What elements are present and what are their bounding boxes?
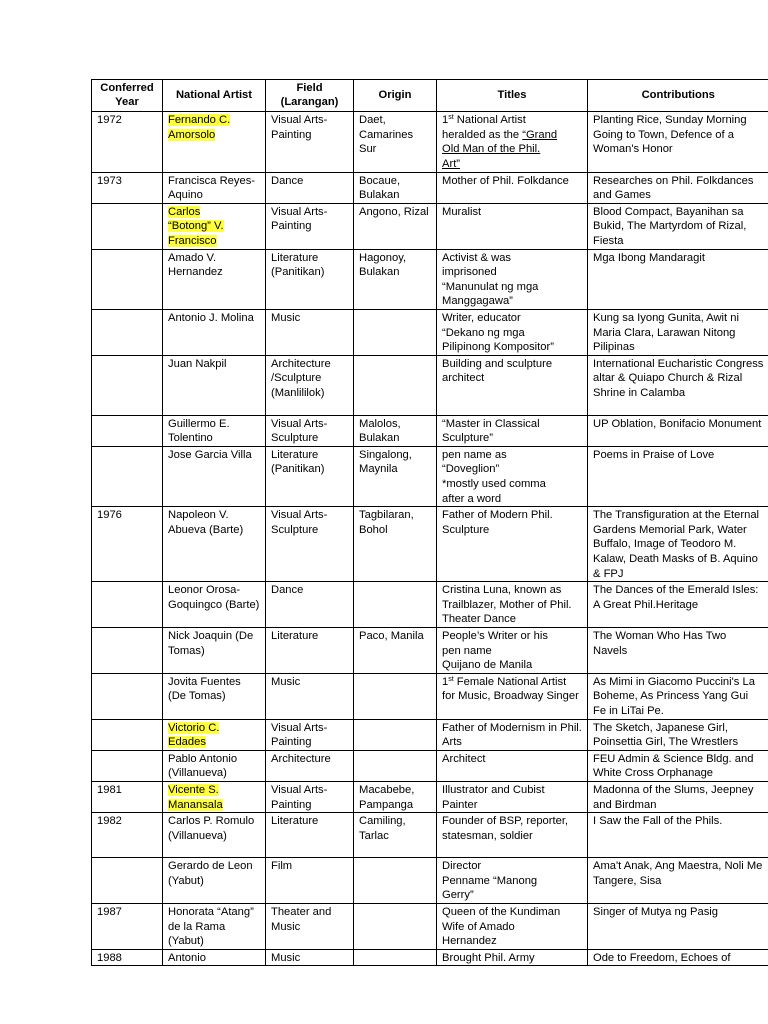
contributions-cell: The Woman Who Has Two Navels <box>588 628 768 674</box>
contributions-cell: International Eucharistic Congress altar & Quiapo Church & Rizal Shrine in Calamba <box>588 355 768 415</box>
table-row <box>92 415 768 446</box>
year-cell: 1973 <box>92 172 163 203</box>
artist-name-cell: Carlos P. Romulo (Villanueva) <box>163 813 266 858</box>
table-row <box>92 719 768 750</box>
artist-name-cell: Guillermo E. Tolentino <box>163 415 266 446</box>
artist-name-cell: Antonio <box>163 949 266 966</box>
table-row <box>92 203 768 249</box>
origin-cell <box>354 355 437 415</box>
field-cell: Music <box>266 673 354 719</box>
titles-cell: 1st Female National Artist for Music, Broadway Singer <box>437 673 588 719</box>
origin-cell: Hagonoy, Bulakan <box>354 249 437 309</box>
year-cell: 1987 <box>92 903 163 949</box>
artist-name-cell: Nick Joaquin (De Tomas) <box>163 628 266 674</box>
year-cell <box>92 446 163 506</box>
artist-name-cell: Pablo Antonio (Villanueva) <box>163 750 266 781</box>
contributions-cell: The Sketch, Japanese Girl, Poinsettia Girl, The Wrestlers <box>588 719 768 750</box>
year-cell <box>92 249 163 309</box>
origin-cell <box>354 903 437 949</box>
field-cell: Dance <box>266 582 354 628</box>
artist-name-cell: Napoleon V. Abueva (Barte) <box>163 507 266 582</box>
contributions-cell: Singer of Mutya ng Pasig <box>588 903 768 949</box>
contributions-cell: Kung sa Iyong Gunita, Awit ni Maria Clara, Larawan Nitong Pilipinas <box>588 309 768 355</box>
contributions-cell: FEU Admin & Science Bldg. and White Cross Orphanage <box>588 750 768 781</box>
field-cell: Film <box>266 858 354 904</box>
field-cell: Music <box>266 949 354 966</box>
origin-cell <box>354 949 437 966</box>
titles-cell: Building and sculpture architect <box>437 355 588 415</box>
artist-name-cell: Carlos “Botong” V. Francisco <box>163 203 266 249</box>
table-row <box>92 309 768 355</box>
origin-cell <box>354 309 437 355</box>
header-titles: Titles <box>437 80 588 112</box>
table-body <box>92 112 768 966</box>
field-cell: Architecture <box>266 750 354 781</box>
year-cell <box>92 673 163 719</box>
field-cell: Visual Arts-Painting <box>266 781 354 812</box>
contributions-cell: The Dances of the Emerald Isles: A Great Phil.Heritage <box>588 582 768 628</box>
contributions-cell: Madonna of the Slums, Jeepney and Birdman <box>588 781 768 812</box>
contributions-cell: Mga Ibong Mandaragit <box>588 249 768 309</box>
artist-name-cell: Juan Nakpil <box>163 355 266 415</box>
table-row <box>92 813 768 858</box>
field-cell: Visual Arts-Sculpture <box>266 415 354 446</box>
origin-cell <box>354 750 437 781</box>
contributions-cell: The Transfiguration at the Eternal Gardens Memorial Park, Water Buffalo, Image of Teodoro M. Kalaw, Death Masks of B. Aquino & FPJ <box>588 507 768 582</box>
origin-cell: Bocaue, Bulakan <box>354 172 437 203</box>
titles-cell: pen name as “Doveglion” *mostly used comma after a word <box>437 446 588 506</box>
header-row <box>92 80 768 112</box>
header-artist: National Artist <box>163 80 266 112</box>
titles-cell: 1st National Artist heralded as the “Grand Old Man of the Phil. Art” <box>437 112 588 172</box>
table-row <box>92 673 768 719</box>
titles-cell: Activist & was imprisoned “Manunulat ng mga Manggagawa” <box>437 249 588 309</box>
artist-name-cell: Victorio C. Edades <box>163 719 266 750</box>
year-cell <box>92 582 163 628</box>
titles-cell: Muralist <box>437 203 588 249</box>
titles-cell: Cristina Luna, known as Trailblazer, Mother of Phil. Theater Dance <box>437 582 588 628</box>
contributions-cell: Planting Rice, Sunday Morning Going to Town, Defence of a Woman's Honor <box>588 112 768 172</box>
artist-name-cell: Antonio J. Molina <box>163 309 266 355</box>
titles-cell: Father of Modernism in Phil. Arts <box>437 719 588 750</box>
table-row <box>92 858 768 904</box>
national-artists-document <box>91 79 768 966</box>
origin-cell <box>354 858 437 904</box>
field-cell: Visual Arts-Painting <box>266 203 354 249</box>
national-artists-table <box>91 79 768 966</box>
field-cell: Dance <box>266 172 354 203</box>
year-cell <box>92 719 163 750</box>
origin-cell: Angono, Rizal <box>354 203 437 249</box>
field-cell: Literature <box>266 813 354 858</box>
field-cell: Literature (Panitikan) <box>266 446 354 506</box>
table-row <box>92 750 768 781</box>
origin-cell <box>354 719 437 750</box>
year-cell: 1972 <box>92 112 163 172</box>
header-origin: Origin <box>354 80 437 112</box>
table-row <box>92 507 768 582</box>
year-cell <box>92 309 163 355</box>
field-cell: Visual Arts-Painting <box>266 719 354 750</box>
artist-name-cell: Francisca Reyes-Aquino <box>163 172 266 203</box>
origin-cell <box>354 582 437 628</box>
table-row <box>92 903 768 949</box>
origin-cell: Tagbilaran, Bohol <box>354 507 437 582</box>
titles-cell: Director Penname “Manong Gerry” <box>437 858 588 904</box>
header-contributions: Contributions <box>588 80 768 112</box>
titles-cell: “Master in Classical Sculpture” <box>437 415 588 446</box>
contributions-cell: Blood Compact, Bayanihan sa Bukid, The Martyrdom of Rizal, Fiesta <box>588 203 768 249</box>
year-cell: 1982 <box>92 813 163 858</box>
titles-cell: Founder of BSP, reporter, statesman, soldier <box>437 813 588 858</box>
artist-name-cell: Gerardo de Leon (Yabut) <box>163 858 266 904</box>
artist-name-cell: Amado V. Hernandez <box>163 249 266 309</box>
artist-name-cell: Honorata “Atang” de la Rama (Yabut) <box>163 903 266 949</box>
artist-name-cell: Jovita Fuentes (De Tomas) <box>163 673 266 719</box>
year-cell: 1981 <box>92 781 163 812</box>
artist-name-cell: Leonor Orosa-Goquingco (Barte) <box>163 582 266 628</box>
origin-cell: Camiling, Tarlac <box>354 813 437 858</box>
header-field: Field (Larangan) <box>266 80 354 112</box>
contributions-cell: As Mimi in Giacomo Puccini's La Boheme, As Princess Yang Gui Fe in LiTai Pe. <box>588 673 768 719</box>
year-cell <box>92 415 163 446</box>
table-row <box>92 446 768 506</box>
table-row <box>92 949 768 966</box>
artist-name-cell: Vicente S. Manansala <box>163 781 266 812</box>
field-cell: Visual Arts-Painting <box>266 112 354 172</box>
origin-cell: Singalong, Maynila <box>354 446 437 506</box>
year-cell <box>92 750 163 781</box>
origin-cell <box>354 673 437 719</box>
year-cell <box>92 628 163 674</box>
year-cell <box>92 355 163 415</box>
table-row <box>92 172 768 203</box>
table-row <box>92 628 768 674</box>
table-row <box>92 112 768 172</box>
year-cell <box>92 858 163 904</box>
field-cell: Literature (Panitikan) <box>266 249 354 309</box>
origin-cell: Paco, Manila <box>354 628 437 674</box>
titles-cell: Illustrator and Cubist Painter <box>437 781 588 812</box>
titles-cell: Writer, educator “Dekano ng mga Pilipinong Kompositor” <box>437 309 588 355</box>
contributions-cell: UP Oblation, Bonifacio Monument <box>588 415 768 446</box>
contributions-cell: Researches on Phil. Folkdances and Games <box>588 172 768 203</box>
titles-cell: Queen of the Kundiman Wife of Amado Hernandez <box>437 903 588 949</box>
table-row <box>92 781 768 812</box>
contributions-cell: Poems in Praise of Love <box>588 446 768 506</box>
table-row <box>92 582 768 628</box>
titles-cell: Father of Modern Phil. Sculpture <box>437 507 588 582</box>
field-cell: Music <box>266 309 354 355</box>
year-cell: 1988 <box>92 949 163 966</box>
origin-cell: Daet, Camarines Sur <box>354 112 437 172</box>
field-cell: Theater and Music <box>266 903 354 949</box>
field-cell: Architecture /Sculpture (Manlililok) <box>266 355 354 415</box>
table-row <box>92 249 768 309</box>
contributions-cell: Ama't Anak, Ang Maestra, Noli Me Tangere, Sisa <box>588 858 768 904</box>
year-cell: 1976 <box>92 507 163 582</box>
origin-cell: Malolos, Bulakan <box>354 415 437 446</box>
titles-cell: Mother of Phil. Folkdance <box>437 172 588 203</box>
field-cell: Visual Arts-Sculpture <box>266 507 354 582</box>
titles-cell: Architect <box>437 750 588 781</box>
header-year: Conferred Year <box>92 80 163 112</box>
year-cell <box>92 203 163 249</box>
titles-cell: People’s Writer or his pen name Quijano de Manila <box>437 628 588 674</box>
contributions-cell: I Saw the Fall of the Phils. <box>588 813 768 858</box>
table-row <box>92 355 768 415</box>
contributions-cell: Ode to Freedom, Echoes of <box>588 949 768 966</box>
origin-cell: Macabebe, Pampanga <box>354 781 437 812</box>
artist-name-cell: Jose Garcia Villa <box>163 446 266 506</box>
titles-cell: Brought Phil. Army <box>437 949 588 966</box>
artist-name-cell: Fernando C. Amorsolo <box>163 112 266 172</box>
field-cell: Literature <box>266 628 354 674</box>
